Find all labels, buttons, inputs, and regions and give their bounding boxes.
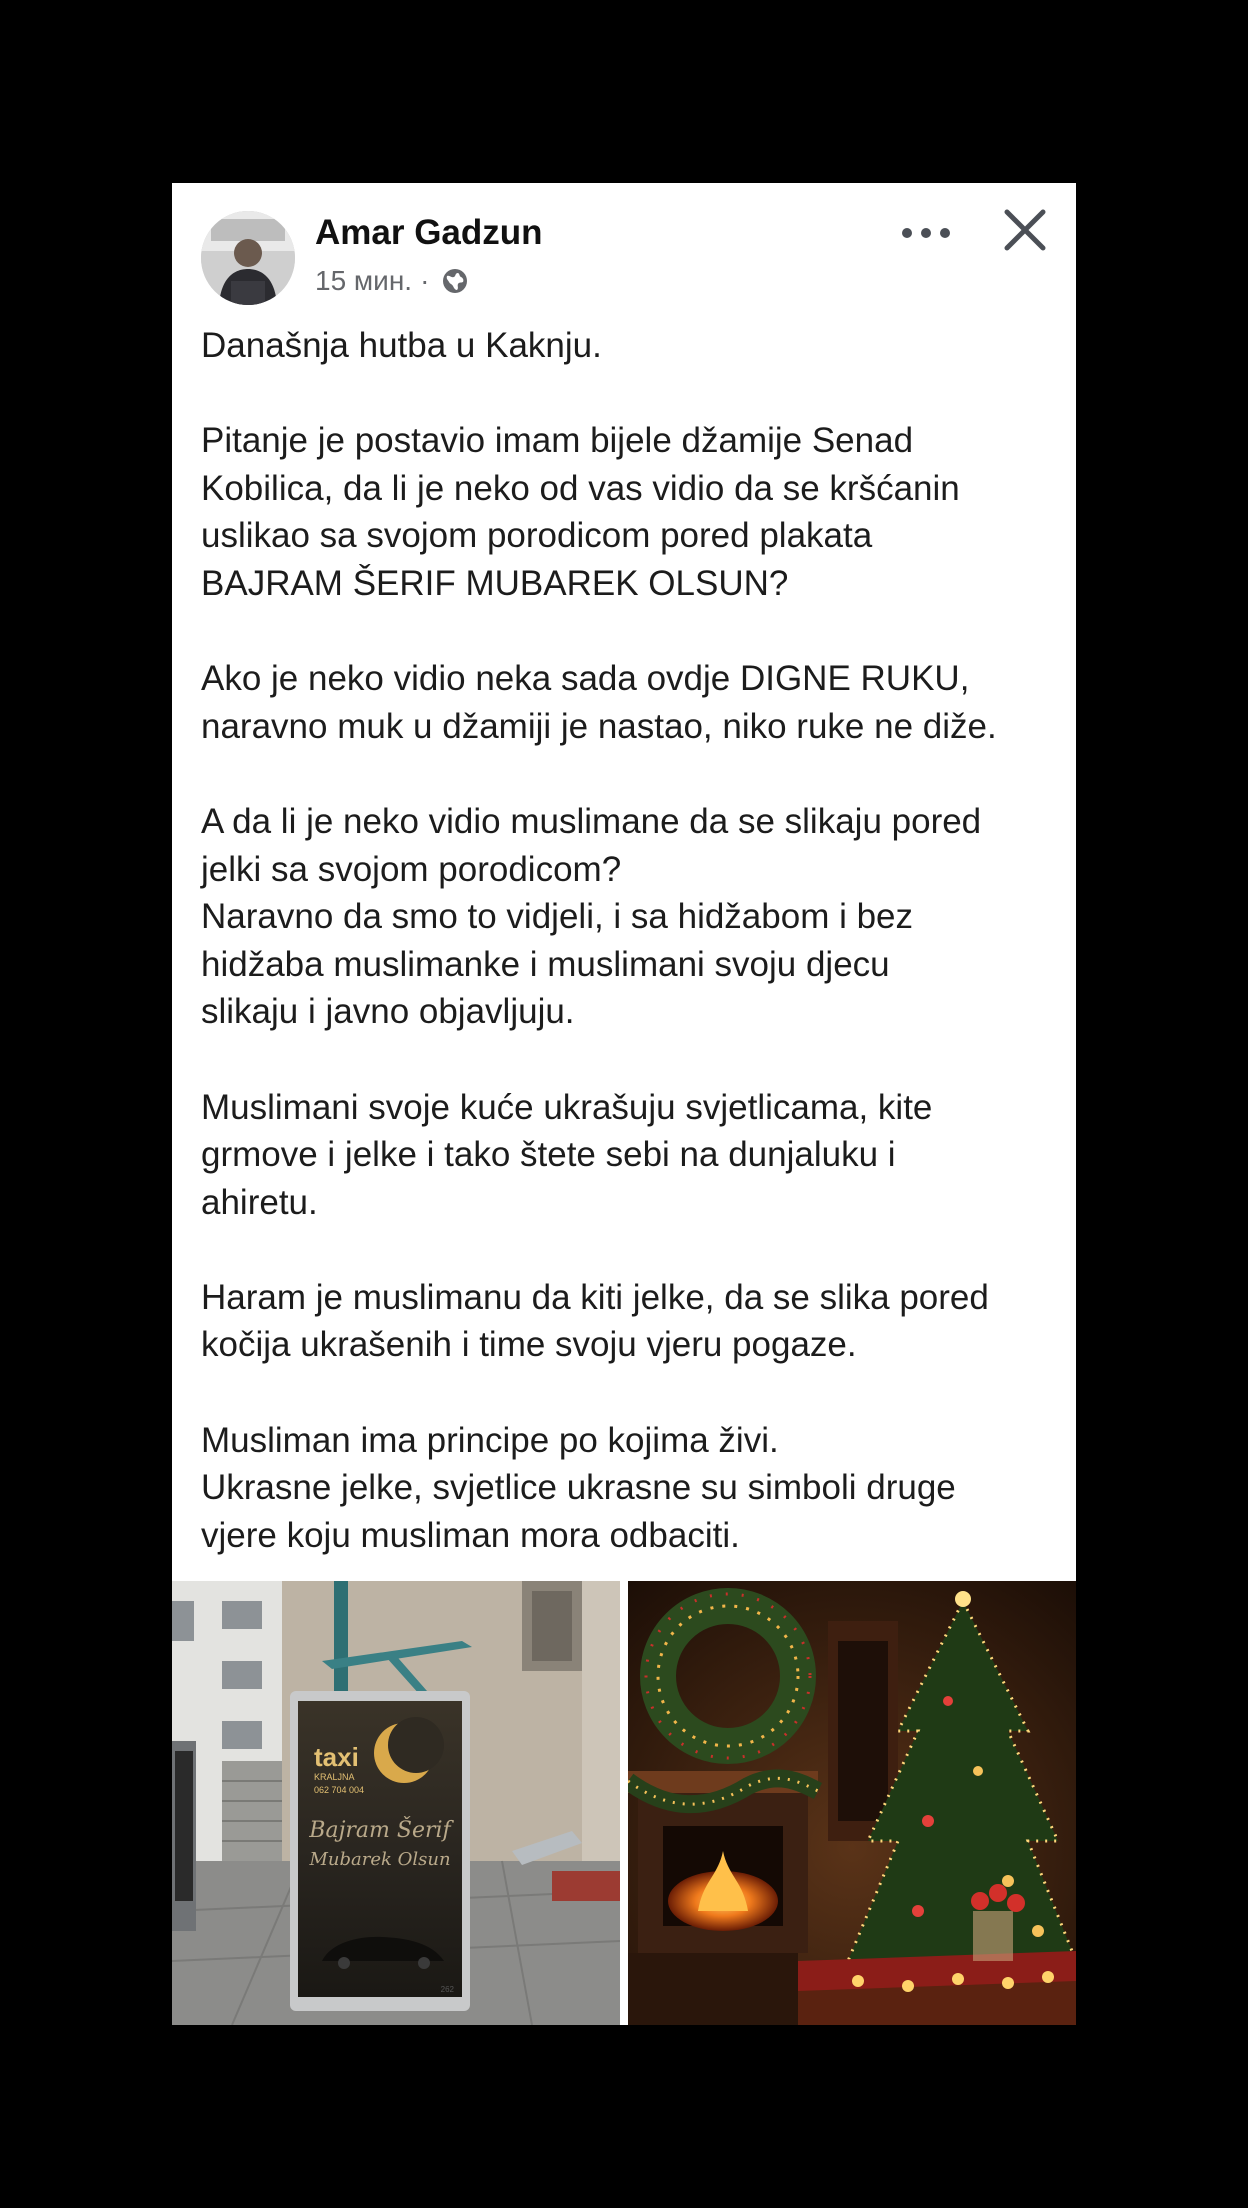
text-line: jelki sa svojom porodicom? (201, 849, 622, 889)
billboard-phone: 062 704 004 (314, 1785, 365, 1795)
paragraph-6 (201, 1274, 1061, 1369)
text-line: A da li je neko vidio muslimane da se slikaju pored (201, 801, 982, 841)
billboard-sub: KRALJNA (314, 1772, 355, 1782)
text-line: Pitanje je postavio imam bijele džamije Senad (201, 421, 914, 461)
globe-icon (441, 267, 469, 295)
text-line: Haram je muslimanu da kiti jelke, da se slika pored (201, 1277, 989, 1317)
paragraph-2 (201, 417, 1061, 607)
post-time[interactable]: 15 мин. (315, 265, 413, 296)
paragraph-7 (201, 1417, 1061, 1560)
author-avatar[interactable] (201, 211, 295, 305)
meta-separator: · (420, 265, 430, 296)
paragraph-4 (201, 798, 1061, 1036)
billboard-line1: Bajram Šerif (309, 1818, 451, 1843)
text-line: Ukrasne jelke, svjetlice ukrasne su simboli druge (201, 1468, 956, 1508)
text-line: uslikao sa svojom porodicom pored plakata (201, 516, 873, 556)
post-header (172, 183, 1076, 318)
text-line: BAJRAM ŠERIF MUBAREK OLSUN? (201, 563, 789, 603)
text-line: slikaju i javno objavljuju. (201, 992, 575, 1032)
text-line: Kobilica, da li je neko od vas vidio da se kršćanin (201, 468, 960, 508)
more-options-icon[interactable] (898, 213, 954, 253)
photo-billboard[interactable] (172, 1581, 620, 2025)
paragraph-1 (201, 322, 1061, 370)
author-name[interactable]: Amar Gadzun (315, 213, 543, 252)
text-line: Muslimani svoje kuće ukrašuju svjetlicama, kite (201, 1087, 933, 1127)
text-line: grmove i jelke i tako štete sebi na dunjaluku i (201, 1135, 896, 1175)
text-line: Današnja hutba u Kaknju. (201, 326, 602, 365)
text-line: kočija ukrašenih i time svoju vjeru pogaze. (201, 1325, 857, 1365)
photo-grid (172, 1581, 1076, 2025)
text-line: Ako je neko vidio neka sada ovdje DIGNE RUKU, (201, 659, 970, 699)
close-icon[interactable] (1000, 205, 1050, 255)
text-line: Musliman ima principe po kojima živi. (201, 1420, 779, 1460)
post-meta (315, 265, 469, 297)
text-line: Naravno da smo to vidjeli, i sa hidžabom i bez (201, 897, 914, 937)
post-text (201, 322, 1061, 1559)
text-line: ahiretu. (201, 1182, 318, 1222)
text-line: vjere koju musliman mora odbaciti. (201, 1515, 740, 1555)
billboard-number: 262 (440, 1985, 454, 1994)
photo-christmas-tree[interactable] (628, 1581, 1076, 2025)
paragraph-3 (201, 655, 1061, 750)
post-card (172, 183, 1076, 2025)
paragraph-5 (201, 1084, 1061, 1227)
billboard-line2: Mubarek Olsun (309, 1849, 451, 1870)
text-line: hidžaba muslimanke i muslimani svoju djecu (201, 944, 890, 984)
billboard-brand: taxi (314, 1742, 359, 1772)
text-line: naravno muk u džamiji je nastao, niko ruke ne diže. (201, 706, 997, 746)
